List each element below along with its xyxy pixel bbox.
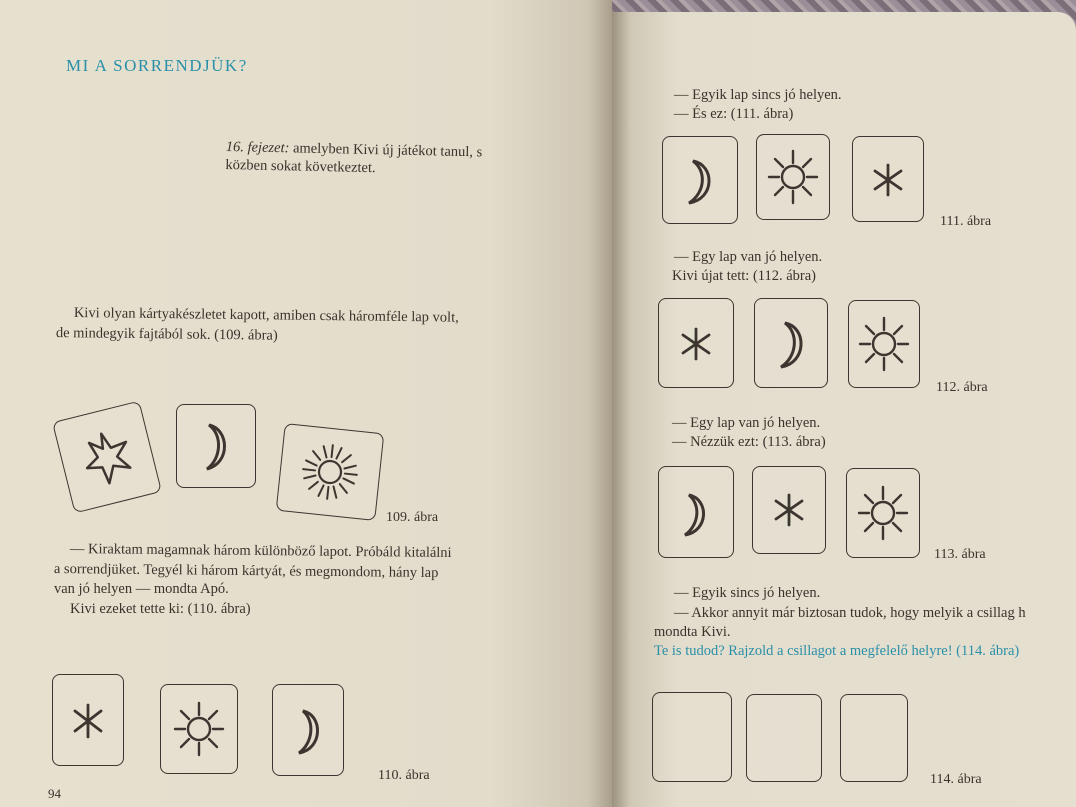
sun-icon bbox=[161, 685, 237, 773]
page-number: 94 bbox=[48, 786, 61, 801]
moon-icon bbox=[663, 137, 737, 223]
asterisk-icon bbox=[853, 137, 923, 221]
fig112-card-asterisk bbox=[658, 298, 734, 388]
paragraph-2-line-3: van jó helyen — mondta Apó. bbox=[54, 581, 229, 597]
fig112-card-sun bbox=[848, 300, 920, 388]
fig114-caption: 114. ábra bbox=[930, 772, 982, 787]
chapter-line-2: közben sokat következtet. bbox=[225, 156, 376, 177]
chapter-line-1: amelyben Kivi új játékot tanul, s bbox=[289, 140, 483, 161]
sun-icon bbox=[849, 301, 919, 387]
fig110-card-sun bbox=[160, 684, 238, 774]
moon-icon bbox=[755, 299, 827, 387]
right-line-3: — Egy lap van jó helyen. bbox=[674, 249, 823, 265]
fig110-caption: 110. ábra bbox=[378, 768, 430, 783]
right-line-9: mondta Kivi. bbox=[654, 624, 731, 640]
paragraph-2-line-4: Kivi ezeket tette ki: (110. ábra) bbox=[70, 601, 251, 617]
fig111-card-asterisk bbox=[852, 136, 924, 222]
chapter-number: 16. fejezet: bbox=[225, 138, 290, 157]
asterisk-icon bbox=[53, 675, 123, 765]
fig113-caption: 113. ábra bbox=[934, 547, 986, 562]
fig114-empty-card-1[interactable] bbox=[652, 692, 732, 782]
right-line-8: — Akkor annyit már biztosan tudok, hogy melyik a csillag h bbox=[674, 605, 1026, 621]
moon-icon bbox=[273, 685, 343, 775]
page-heading: MI A SORRENDJÜK? bbox=[66, 56, 248, 75]
paragraph-2-line-2: a sorrendjüket. Tegyél ki három kártyát, és megmondom, hány lap bbox=[53, 560, 439, 582]
fig110-card-moon bbox=[272, 684, 344, 776]
fig109-caption: 109. ábra bbox=[386, 510, 439, 525]
fig113-card-asterisk bbox=[752, 466, 826, 554]
fig114-empty-card-3[interactable] bbox=[840, 694, 908, 782]
right-line-1: — Egyik lap sincs jó helyen. bbox=[674, 87, 842, 103]
fig113-card-moon bbox=[658, 466, 734, 558]
right-page bbox=[612, 12, 1076, 807]
fig109-card-moon bbox=[176, 404, 256, 488]
chapter-intro bbox=[225, 138, 482, 179]
star-icon bbox=[53, 402, 161, 513]
right-line-2: — És ez: (111. ábra) bbox=[674, 106, 794, 122]
fig109-card-star bbox=[52, 401, 162, 514]
sun-icon bbox=[277, 424, 383, 520]
fig111-caption: 111. ábra bbox=[940, 214, 992, 229]
task-instruction: Te is tudod? Rajzold a csillagot a megfelelő helyre! (114. ábra) bbox=[654, 643, 1020, 659]
asterisk-icon bbox=[753, 467, 825, 553]
right-line-5: — Egy lap van jó helyen. bbox=[672, 415, 821, 431]
asterisk-icon bbox=[659, 299, 733, 387]
fig111-card-moon bbox=[662, 136, 738, 224]
right-line-6: — Nézzük ezt: (113. ábra) bbox=[672, 434, 826, 450]
fig112-card-moon bbox=[754, 298, 828, 388]
right-line-4: Kivi újat tett: (112. ábra) bbox=[672, 268, 817, 284]
fig112-caption: 112. ábra bbox=[936, 380, 988, 395]
paragraph-1-line-1: Kivi olyan kártyakészletet kapott, amiben csak háromféle lap volt, bbox=[73, 304, 459, 326]
right-line-7: — Egyik sincs jó helyen. bbox=[674, 585, 821, 601]
fig113-card-sun bbox=[846, 468, 920, 558]
sun-icon bbox=[847, 469, 919, 557]
sun-icon bbox=[757, 135, 829, 219]
fig114-empty-card-2[interactable] bbox=[746, 694, 822, 782]
paragraph-2-line-1: — Kiraktam magamnak három különböző lapot. Próbáld kitalálni bbox=[69, 540, 452, 561]
moon-icon bbox=[177, 405, 255, 487]
paragraph-1-line-2: de mindegyik fajtából sok. (109. ábra) bbox=[55, 324, 278, 344]
fig109-card-sun bbox=[276, 423, 385, 521]
fig111-card-sun bbox=[756, 134, 830, 220]
fig110-card-asterisk bbox=[52, 674, 124, 766]
moon-icon bbox=[659, 467, 733, 557]
